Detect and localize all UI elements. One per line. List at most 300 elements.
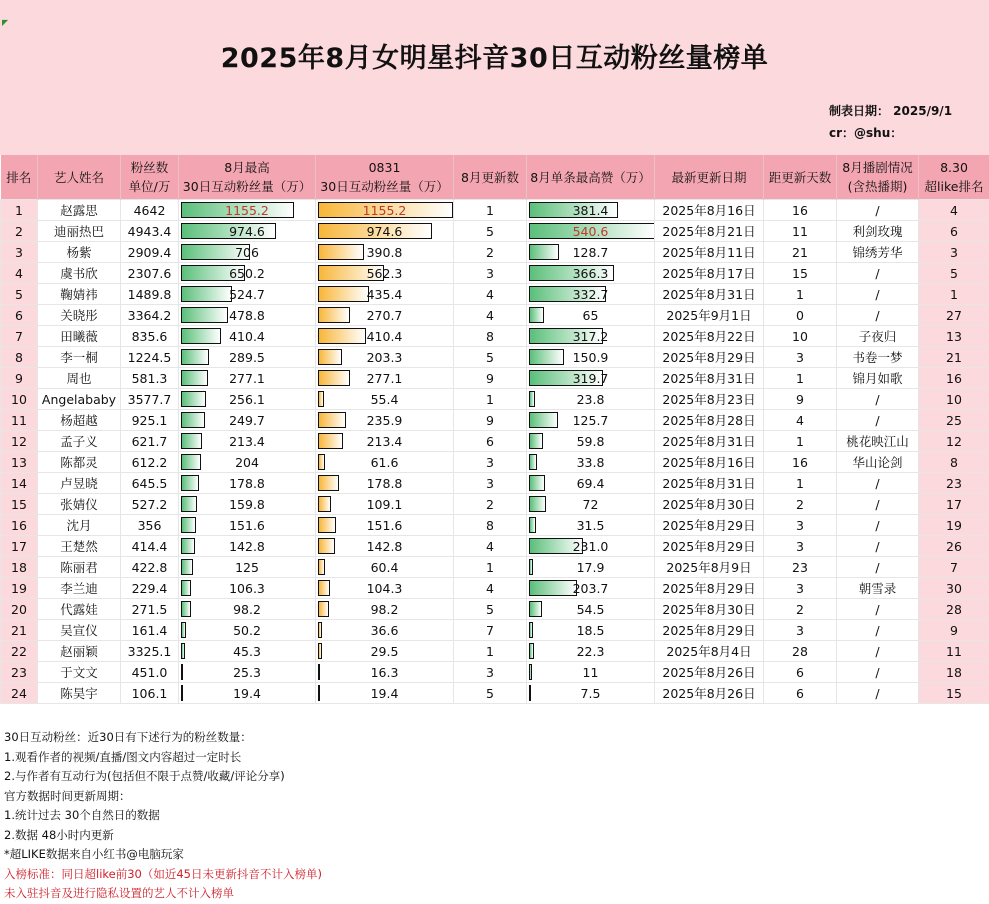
max-interactive-fans-cell	[179, 200, 316, 221]
data-bar	[181, 286, 232, 302]
bar-value: 178.8	[367, 476, 403, 491]
interactive-fans-0831-cell	[316, 284, 454, 305]
column-header-line: 单位/万	[129, 179, 171, 194]
data-bar	[181, 349, 209, 365]
max-likes-cell	[527, 452, 655, 473]
max-interactive-fans-cell	[179, 368, 316, 389]
max-likes-cell	[527, 431, 655, 452]
days-since-update-cell: 3	[764, 347, 837, 368]
table-row	[1, 263, 989, 284]
latest-update-date-cell: 2025年8月30日	[655, 599, 764, 620]
column-header	[1, 155, 38, 200]
max-interactive-fans-cell	[179, 662, 316, 683]
interactive-fans-0831-cell	[316, 347, 454, 368]
update-count-cell: 5	[454, 599, 527, 620]
data-bar	[318, 538, 335, 554]
column-header	[316, 155, 454, 200]
interactive-fans-0831-cell	[316, 452, 454, 473]
rank-cell: 12	[1, 431, 38, 452]
table-row	[1, 536, 989, 557]
table-row	[1, 368, 989, 389]
data-bar	[181, 580, 191, 596]
data-bar	[318, 685, 320, 701]
drama-status-cell: /	[837, 557, 919, 578]
latest-update-date-cell: 2025年8月26日	[655, 662, 764, 683]
latest-update-date-cell: 2025年8月16日	[655, 200, 764, 221]
data-bar	[529, 685, 531, 701]
bar-value: 98.2	[233, 602, 261, 617]
bar-value: 109.1	[367, 497, 403, 512]
table-row	[1, 200, 989, 221]
max-interactive-fans-cell	[179, 536, 316, 557]
data-bar	[318, 559, 325, 575]
latest-update-date-cell: 2025年8月31日	[655, 284, 764, 305]
interactive-fans-0831-cell	[316, 662, 454, 683]
data-bar	[318, 244, 364, 260]
update-count-cell: 1	[454, 200, 527, 221]
data-bar	[529, 307, 544, 323]
like-rank-cell: 12	[919, 431, 989, 452]
days-since-update-cell: 2	[764, 494, 837, 515]
latest-update-date-cell: 2025年8月22日	[655, 326, 764, 347]
days-since-update-cell: 1	[764, 284, 837, 305]
note-line: 2.数据 48小时内更新	[4, 826, 322, 846]
drama-status-cell: 锦月如歌	[837, 368, 919, 389]
ranking-table	[0, 155, 989, 704]
table-body	[1, 200, 989, 704]
artist-name-cell: 赵露思	[38, 200, 121, 221]
like-rank-cell: 21	[919, 347, 989, 368]
data-bar	[181, 517, 196, 533]
max-interactive-fans-cell	[179, 221, 316, 242]
max-interactive-fans-cell	[179, 599, 316, 620]
artist-name-cell: 迪丽热巴	[38, 221, 121, 242]
drama-status-cell: /	[837, 620, 919, 641]
red-notes-list	[4, 865, 322, 904]
bar-value: 36.6	[371, 623, 399, 638]
max-likes-cell	[527, 473, 655, 494]
data-bar	[318, 517, 336, 533]
interactive-fans-0831-cell	[316, 536, 454, 557]
fans-count-cell: 1224.5	[121, 347, 179, 368]
update-count-cell: 3	[454, 263, 527, 284]
artist-name-cell: 陈昊宇	[38, 683, 121, 704]
fans-count-cell: 612.2	[121, 452, 179, 473]
like-rank-cell: 19	[919, 515, 989, 536]
bar-value: 104.3	[367, 581, 403, 596]
max-interactive-fans-cell	[179, 557, 316, 578]
days-since-update-cell: 1	[764, 368, 837, 389]
drama-status-cell: /	[837, 473, 919, 494]
bar-value: 33.8	[577, 455, 605, 470]
bar-value: 128.7	[573, 245, 609, 260]
fans-count-cell: 4642	[121, 200, 179, 221]
drama-status-cell: /	[837, 641, 919, 662]
max-likes-cell	[527, 683, 655, 704]
bar-value: 203.7	[573, 581, 609, 596]
rank-cell: 10	[1, 389, 38, 410]
like-rank-cell: 10	[919, 389, 989, 410]
max-likes-cell	[527, 284, 655, 305]
latest-update-date-cell: 2025年8月29日	[655, 620, 764, 641]
max-likes-cell	[527, 557, 655, 578]
table-row	[1, 305, 989, 326]
bar-value: 1155.2	[225, 203, 269, 218]
fans-count-cell: 621.7	[121, 431, 179, 452]
rank-cell: 6	[1, 305, 38, 326]
drama-status-cell: 朝雪录	[837, 578, 919, 599]
rank-cell: 3	[1, 242, 38, 263]
data-bar	[529, 391, 535, 407]
max-interactive-fans-cell	[179, 326, 316, 347]
column-header-line: 粉丝数	[131, 160, 169, 175]
column-header	[527, 155, 655, 200]
rank-cell: 7	[1, 326, 38, 347]
drama-status-cell: 书卷一梦	[837, 347, 919, 368]
like-rank-cell: 16	[919, 368, 989, 389]
table-row	[1, 389, 989, 410]
artist-name-cell: 代露娃	[38, 599, 121, 620]
days-since-update-cell: 3	[764, 515, 837, 536]
data-bar	[181, 643, 185, 659]
interactive-fans-0831-cell	[316, 599, 454, 620]
fans-count-cell: 2909.4	[121, 242, 179, 263]
bar-value: 29.5	[371, 644, 399, 659]
fans-count-cell: 1489.8	[121, 284, 179, 305]
column-header-line: 30日互动粉丝量（万）	[183, 179, 311, 194]
data-bar	[529, 412, 558, 428]
artist-name-cell: 沈月	[38, 515, 121, 536]
interactive-fans-0831-cell	[316, 683, 454, 704]
data-bar	[181, 412, 205, 428]
bar-value: 65	[583, 308, 599, 323]
bar-value: 61.6	[371, 455, 399, 470]
artist-name-cell: 李兰迪	[38, 578, 121, 599]
data-bar	[181, 391, 206, 407]
like-rank-cell: 6	[919, 221, 989, 242]
max-likes-cell	[527, 494, 655, 515]
fans-count-cell: 4943.4	[121, 221, 179, 242]
data-bar	[181, 496, 197, 512]
update-count-cell: 2	[454, 494, 527, 515]
column-header	[38, 155, 121, 200]
artist-name-cell: 鞠婧祎	[38, 284, 121, 305]
fans-count-cell: 106.1	[121, 683, 179, 704]
like-rank-cell: 5	[919, 263, 989, 284]
bar-value: 650.2	[229, 266, 265, 281]
interactive-fans-0831-cell	[316, 368, 454, 389]
days-since-update-cell: 2	[764, 599, 837, 620]
column-header	[655, 155, 764, 200]
table-row	[1, 242, 989, 263]
rank-cell: 20	[1, 599, 38, 620]
bar-value: 256.1	[229, 392, 265, 407]
rank-cell: 17	[1, 536, 38, 557]
artist-name-cell: 陈丽君	[38, 557, 121, 578]
column-header-line: 最新更新日期	[671, 170, 746, 185]
data-bar	[181, 538, 195, 554]
fans-count-cell: 161.4	[121, 620, 179, 641]
table-row	[1, 683, 989, 704]
interactive-fans-0831-cell	[316, 557, 454, 578]
fans-count-cell: 356	[121, 515, 179, 536]
drama-status-cell: /	[837, 683, 919, 704]
days-since-update-cell: 0	[764, 305, 837, 326]
artist-name-cell: 张婧仪	[38, 494, 121, 515]
drama-status-cell: 子夜归	[837, 326, 919, 347]
rank-cell: 5	[1, 284, 38, 305]
drama-status-cell: /	[837, 389, 919, 410]
update-count-cell: 5	[454, 683, 527, 704]
bar-value: 289.5	[229, 350, 265, 365]
artist-name-cell: 杨紫	[38, 242, 121, 263]
max-interactive-fans-cell	[179, 620, 316, 641]
note-line: 2.与作者有互动行为(包括但不限于点赞/收藏/评论分享)	[4, 767, 322, 787]
bar-value: 11	[583, 665, 599, 680]
column-header-line: 艺人姓名	[54, 170, 104, 185]
interactive-fans-0831-cell	[316, 641, 454, 662]
days-since-update-cell: 3	[764, 620, 837, 641]
artist-name-cell: 田曦薇	[38, 326, 121, 347]
days-since-update-cell: 16	[764, 200, 837, 221]
data-bar	[181, 433, 202, 449]
data-bar	[181, 622, 186, 638]
data-bar	[529, 454, 537, 470]
drama-status-cell: /	[837, 599, 919, 620]
rank-cell: 14	[1, 473, 38, 494]
bar-value: 319.7	[573, 371, 609, 386]
fans-count-cell: 3577.7	[121, 389, 179, 410]
table-row	[1, 284, 989, 305]
like-rank-cell: 17	[919, 494, 989, 515]
update-count-cell: 6	[454, 431, 527, 452]
note-line: *超LIKE数据来自小红书@电脑玩家	[4, 845, 322, 865]
bar-value: 23.8	[577, 392, 605, 407]
data-bar	[529, 559, 533, 575]
drama-status-cell: 桃花映江山	[837, 431, 919, 452]
drama-status-cell: /	[837, 410, 919, 431]
column-header-line: 0831	[369, 160, 401, 175]
data-bar	[318, 454, 325, 470]
table-row	[1, 578, 989, 599]
rank-cell: 13	[1, 452, 38, 473]
data-bar	[529, 622, 533, 638]
bar-value: 435.4	[367, 287, 403, 302]
max-likes-cell	[527, 662, 655, 683]
drama-status-cell: 锦绣芳华	[837, 242, 919, 263]
like-rank-cell: 25	[919, 410, 989, 431]
data-bar	[181, 685, 183, 701]
max-interactive-fans-cell	[179, 242, 316, 263]
bar-value: 706	[235, 245, 259, 260]
data-bar	[181, 559, 193, 575]
data-bar	[318, 475, 339, 491]
fans-count-cell: 925.1	[121, 410, 179, 431]
max-likes-cell	[527, 578, 655, 599]
max-interactive-fans-cell	[179, 578, 316, 599]
days-since-update-cell: 6	[764, 662, 837, 683]
title-banner	[0, 0, 989, 155]
fans-count-cell: 527.2	[121, 494, 179, 515]
max-likes-cell	[527, 242, 655, 263]
like-rank-cell: 28	[919, 599, 989, 620]
bar-value: 249.7	[229, 413, 265, 428]
notes-list	[4, 728, 322, 865]
latest-update-date-cell: 2025年8月28日	[655, 410, 764, 431]
bar-value: 22.3	[577, 644, 605, 659]
bar-value: 19.4	[233, 686, 261, 701]
max-likes-cell	[527, 200, 655, 221]
fans-count-cell: 414.4	[121, 536, 179, 557]
bar-value: 974.6	[229, 224, 265, 239]
bar-value: 178.8	[229, 476, 265, 491]
max-likes-cell	[527, 347, 655, 368]
column-header-line: 8.30	[940, 160, 968, 175]
update-count-cell: 1	[454, 557, 527, 578]
days-since-update-cell: 16	[764, 452, 837, 473]
latest-update-date-cell: 2025年8月11日	[655, 242, 764, 263]
drama-status-cell: 华山论剑	[837, 452, 919, 473]
column-header	[837, 155, 919, 200]
max-interactive-fans-cell	[179, 305, 316, 326]
column-header-line: 距更新天数	[769, 170, 832, 185]
bar-value: 55.4	[371, 392, 399, 407]
bar-value: 390.8	[367, 245, 403, 260]
bar-value: 98.2	[371, 602, 399, 617]
bar-value: 7.5	[581, 686, 601, 701]
data-bar	[529, 664, 532, 680]
artist-name-cell: Angelababy	[38, 389, 121, 410]
bar-value: 366.3	[573, 266, 609, 281]
max-likes-cell	[527, 536, 655, 557]
bar-value: 562.3	[367, 266, 403, 281]
data-bar	[318, 391, 324, 407]
data-bar	[529, 475, 545, 491]
drama-status-cell: /	[837, 662, 919, 683]
table-row	[1, 557, 989, 578]
drama-status-cell: /	[837, 536, 919, 557]
fans-count-cell: 581.3	[121, 368, 179, 389]
artist-name-cell: 关晓彤	[38, 305, 121, 326]
latest-update-date-cell: 2025年8月9日	[655, 557, 764, 578]
data-bar	[529, 601, 542, 617]
bar-value: 31.5	[577, 518, 605, 533]
table-row	[1, 431, 989, 452]
max-likes-cell	[527, 221, 655, 242]
data-bar	[318, 664, 320, 680]
update-count-cell: 3	[454, 662, 527, 683]
days-since-update-cell: 21	[764, 242, 837, 263]
column-header-line: 8月播剧情况	[842, 160, 912, 175]
rank-cell: 9	[1, 368, 38, 389]
bar-value: 270.7	[367, 308, 403, 323]
like-rank-cell: 15	[919, 683, 989, 704]
data-bar	[181, 307, 228, 323]
max-interactive-fans-cell	[179, 641, 316, 662]
credit-line: cr：@shu：	[829, 124, 902, 141]
max-likes-cell	[527, 599, 655, 620]
bar-value: 277.1	[229, 371, 265, 386]
column-header-line: 排名	[6, 170, 31, 185]
max-interactive-fans-cell	[179, 284, 316, 305]
interactive-fans-0831-cell	[316, 389, 454, 410]
rank-cell: 16	[1, 515, 38, 536]
max-interactive-fans-cell	[179, 347, 316, 368]
like-rank-cell: 3	[919, 242, 989, 263]
latest-update-date-cell: 2025年8月31日	[655, 473, 764, 494]
note-line: 1.统计过去 30个自然日的数据	[4, 806, 322, 826]
like-rank-cell: 4	[919, 200, 989, 221]
bar-value: 974.6	[367, 224, 403, 239]
data-bar	[529, 433, 543, 449]
bar-value: 125.7	[573, 413, 609, 428]
data-bar	[318, 496, 331, 512]
days-since-update-cell: 28	[764, 641, 837, 662]
rank-cell: 1	[1, 200, 38, 221]
bar-value: 231.0	[573, 539, 609, 554]
drama-status-cell: /	[837, 263, 919, 284]
update-count-cell: 2	[454, 242, 527, 263]
bar-value: 381.4	[573, 203, 609, 218]
like-rank-cell: 26	[919, 536, 989, 557]
data-bar	[529, 349, 564, 365]
data-bar	[318, 370, 350, 386]
interactive-fans-0831-cell	[316, 263, 454, 284]
bar-value: 125	[235, 560, 259, 575]
column-header-line: 8月更新数	[461, 170, 519, 185]
update-count-cell: 1	[454, 389, 527, 410]
bar-value: 17.9	[577, 560, 605, 575]
latest-update-date-cell: 2025年8月17日	[655, 263, 764, 284]
data-bar	[318, 622, 322, 638]
artist-name-cell: 卢昱晓	[38, 473, 121, 494]
update-count-cell: 4	[454, 536, 527, 557]
latest-update-date-cell: 2025年8月23日	[655, 389, 764, 410]
table-row	[1, 599, 989, 620]
bar-value: 332.7	[573, 287, 609, 302]
bar-value: 317.2	[573, 329, 609, 344]
data-bar	[318, 307, 350, 323]
update-count-cell: 5	[454, 221, 527, 242]
max-likes-cell	[527, 410, 655, 431]
max-interactive-fans-cell	[179, 263, 316, 284]
like-rank-cell: 8	[919, 452, 989, 473]
max-interactive-fans-cell	[179, 494, 316, 515]
days-since-update-cell: 23	[764, 557, 837, 578]
max-interactive-fans-cell	[179, 473, 316, 494]
rank-cell: 4	[1, 263, 38, 284]
days-since-update-cell: 9	[764, 389, 837, 410]
interactive-fans-0831-cell	[316, 200, 454, 221]
latest-update-date-cell: 2025年8月30日	[655, 494, 764, 515]
artist-name-cell: 杨超越	[38, 410, 121, 431]
artist-name-cell: 李一桐	[38, 347, 121, 368]
fans-count-cell: 835.6	[121, 326, 179, 347]
bar-value: 277.1	[367, 371, 403, 386]
bar-value: 18.5	[577, 623, 605, 638]
max-likes-cell	[527, 641, 655, 662]
drama-status-cell: /	[837, 284, 919, 305]
max-likes-cell	[527, 368, 655, 389]
fans-count-cell: 422.8	[121, 557, 179, 578]
days-since-update-cell: 15	[764, 263, 837, 284]
update-count-cell: 4	[454, 578, 527, 599]
fans-count-cell: 3364.2	[121, 305, 179, 326]
interactive-fans-0831-cell	[316, 431, 454, 452]
table-row	[1, 326, 989, 347]
fans-count-cell: 645.5	[121, 473, 179, 494]
table-row	[1, 515, 989, 536]
